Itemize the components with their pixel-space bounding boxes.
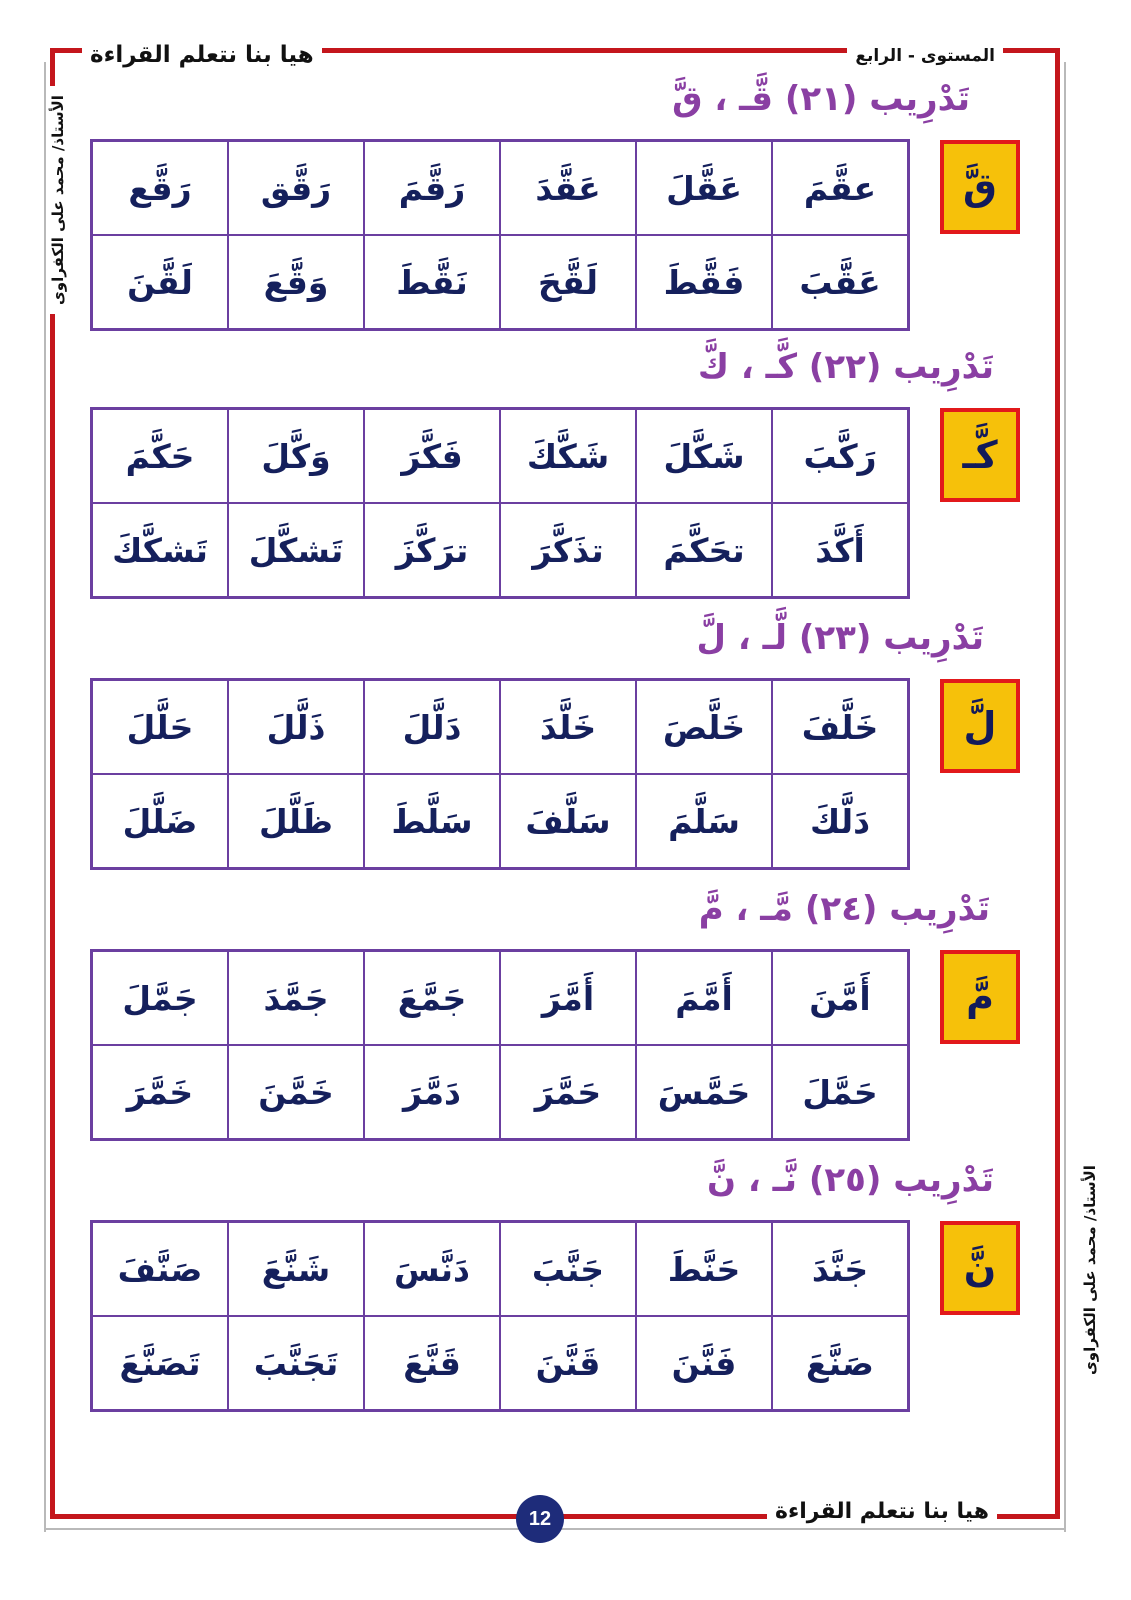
exercise-title: تَدْرِيب (٢١) قَّـ ، قَّ [672, 79, 970, 119]
word-cell: حَلَّلَ [92, 680, 228, 774]
word-cell: فَنَّنَ [636, 1316, 772, 1410]
word-cell: جَمَّعَ [364, 951, 500, 1045]
word-cell: تَشكَّلَ [228, 503, 364, 597]
word-cell: فَكَّرَ [364, 409, 500, 503]
word-cell: صَنَّفَ [92, 1222, 228, 1316]
word-cell: لَقَّحَ [500, 235, 636, 329]
word-cell: رَقَّع [92, 141, 228, 235]
word-cell: أَكَّدَ [772, 503, 908, 597]
word-cell: ضَلَّلَ [92, 774, 228, 868]
word-cell: حَكَّمَ [92, 409, 228, 503]
exercise-title: تَدْرِيب (٢٢) كَّـ ، كَّ [697, 347, 994, 387]
word-cell: قَنَّعَ [364, 1316, 500, 1410]
word-cell: تَشكَّكَ [92, 503, 228, 597]
word-grid [90, 139, 910, 331]
word-cell: تَصَنَّعَ [92, 1316, 228, 1410]
word-grid [90, 1220, 910, 1412]
word-cell: شَنَّعَ [228, 1222, 364, 1316]
word-cell: فَقَّطَ [636, 235, 772, 329]
word-cell: دَلَّلَ [364, 680, 500, 774]
word-cell: سَلَّمَ [636, 774, 772, 868]
word-cell: رَكَّبَ [772, 409, 908, 503]
word-cell: خَلَّفَ [772, 680, 908, 774]
word-cell: تذَكَّرَ [500, 503, 636, 597]
frame-right-gray [1064, 62, 1066, 1532]
author-left: الأستاذ/ محمد على الكفراوى [48, 86, 68, 314]
word-cell: جَنَّدَ [772, 1222, 908, 1316]
word-cell: أَمَّمَ [636, 951, 772, 1045]
word-cell: لَقَّنَ [92, 235, 228, 329]
word-cell: جَمَّلَ [92, 951, 228, 1045]
word-cell: نَقَّطَ [364, 235, 500, 329]
word-cell: شَكَّلَ [636, 409, 772, 503]
word-cell: حَمَّلَ [772, 1045, 908, 1139]
exercise-title: تَدْرِيب (٢٤) مَّـ ، مَّ [698, 889, 990, 929]
word-cell: عَقَّدَ [500, 141, 636, 235]
word-cell: رَقَّق [228, 141, 364, 235]
word-cell: حَمَّرَ [500, 1045, 636, 1139]
word-cell: سَلَّطَ [364, 774, 500, 868]
word-grid [90, 678, 910, 870]
word-cell: دَمَّرَ [364, 1045, 500, 1139]
header-level: المستوى - الرابع [847, 44, 1003, 68]
word-cell: تَجَنَّبَ [228, 1316, 364, 1410]
letter-box: لَّ [940, 679, 1020, 773]
word-cell: قَنَّنَ [500, 1316, 636, 1410]
word-cell: جَمَّدَ [228, 951, 364, 1045]
word-cell: وَكَّلَ [228, 409, 364, 503]
exercise-22 [90, 340, 1030, 602]
word-cell: حَنَّطَ [636, 1222, 772, 1316]
word-cell: عَقَّبَ [772, 235, 908, 329]
word-cell: خَلَّدَ [500, 680, 636, 774]
letter-box: كَّـ [940, 408, 1020, 502]
exercise-25 [90, 1153, 1030, 1415]
footer-title: هيا بنا نتعلم القراءة [767, 1497, 997, 1527]
word-cell: سَلَّفَ [500, 774, 636, 868]
word-cell: أَمَّرَ [500, 951, 636, 1045]
word-cell: خَمَّنَ [228, 1045, 364, 1139]
word-cell: ترَكَّزَ [364, 503, 500, 597]
word-cell: أَمَّنَ [772, 951, 908, 1045]
exercise-21 [90, 72, 1030, 334]
word-cell: وَقَّعَ [228, 235, 364, 329]
word-cell: ظَلَّلَ [228, 774, 364, 868]
word-cell: عقَّمَ [772, 141, 908, 235]
word-grid [90, 949, 910, 1141]
word-cell: خَلَّصَ [636, 680, 772, 774]
header-title: هيا بنا نتعلم القراءة [82, 40, 322, 70]
page-number: 12 [516, 1495, 564, 1543]
exercise-title: تَدْرِيب (٢٣) لَّـ ، لَّ [696, 618, 984, 658]
frame-left-gray [44, 62, 46, 1532]
word-cell: خَمَّرَ [92, 1045, 228, 1139]
author-right: الأستاذ/ محمد على الكفراوى [1080, 1156, 1100, 1384]
word-cell: عَقَّلَ [636, 141, 772, 235]
word-cell: رَقَّمَ [364, 141, 500, 235]
letter-box: نَّ [940, 1221, 1020, 1315]
word-cell: حَمَّسَ [636, 1045, 772, 1139]
word-cell: صَنَّعَ [772, 1316, 908, 1410]
word-cell: تحَكَّمَ [636, 503, 772, 597]
word-cell: دَنَّسَ [364, 1222, 500, 1316]
exercise-24 [90, 882, 1030, 1144]
word-cell: ذَلَّلَ [228, 680, 364, 774]
word-grid [90, 407, 910, 599]
exercise-title: تَدْرِيب (٢٥) نَّـ ، نَّ [706, 1160, 994, 1200]
word-cell: شَكَّكَ [500, 409, 636, 503]
letter-box: قَّ [940, 140, 1020, 234]
letter-box: مَّ [940, 950, 1020, 1044]
frame-right-red [1055, 48, 1060, 1518]
word-cell: دَلَّكَ [772, 774, 908, 868]
exercise-23 [90, 611, 1030, 873]
word-cell: جَنَّبَ [500, 1222, 636, 1316]
